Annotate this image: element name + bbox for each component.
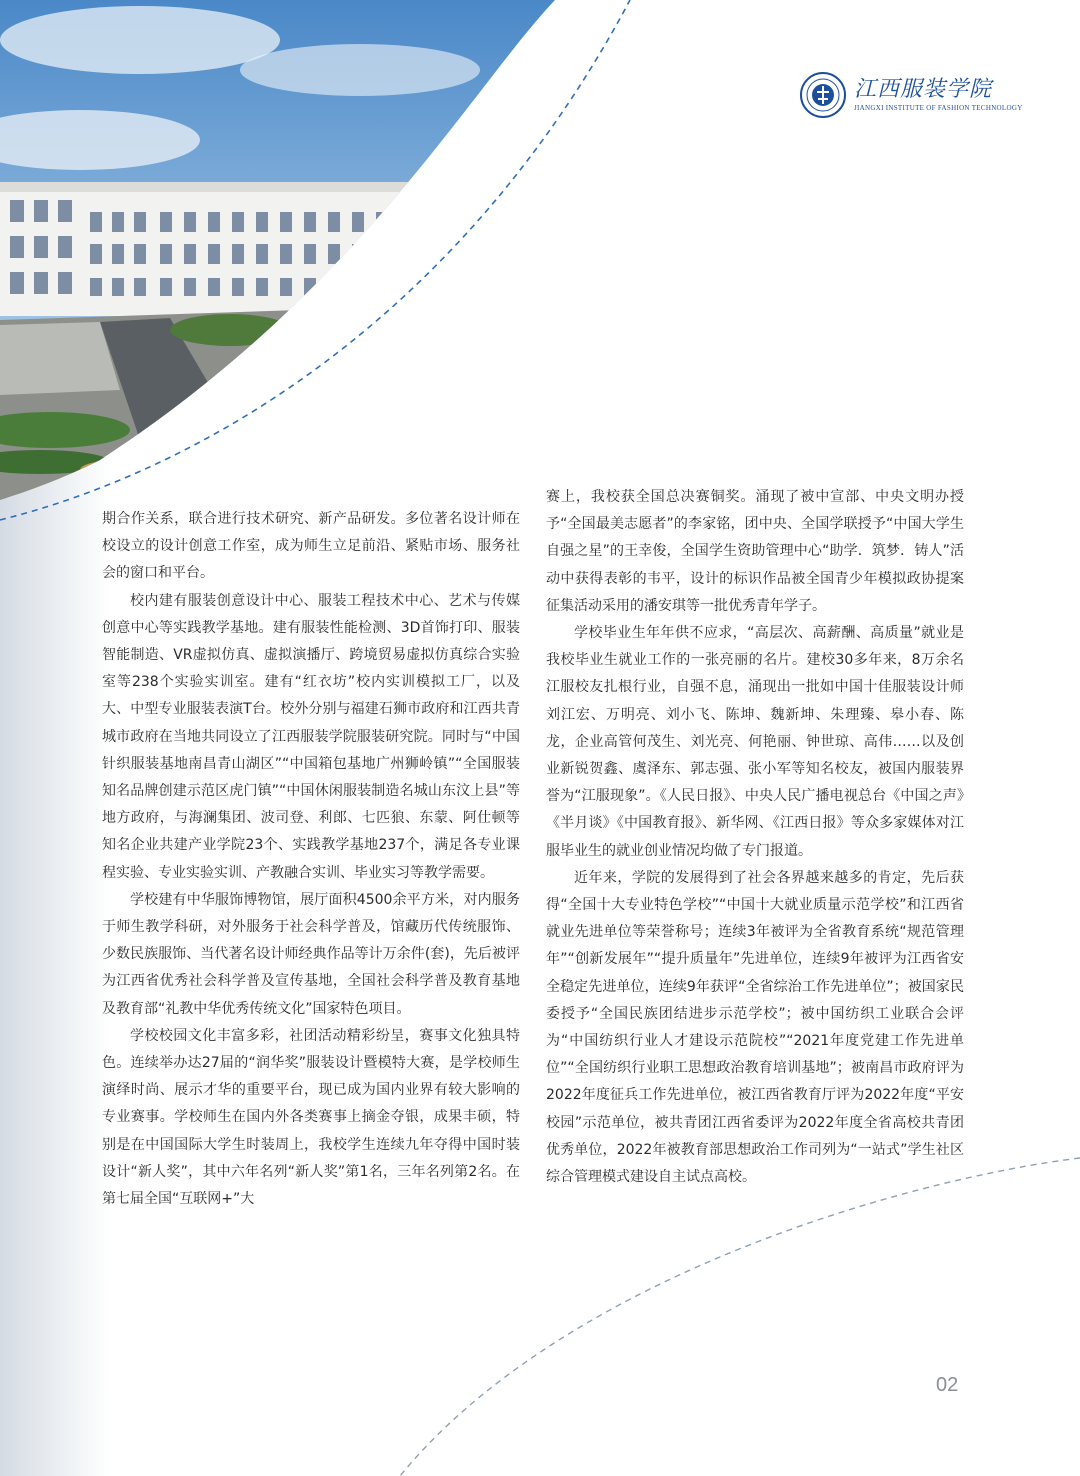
paragraph: 学校建有中华服饰博物馆，展厅面积4500余平方米，对内服务于师生教学科研，对外服务于社会科学普及，馆藏历代传统服饰、少数民族服饰、当代著名设计师经典作品等计万余件(套)，先后被评为江西省优秀社会科学普及宣传基地，全国社会科学普及教育基地及教育部“礼教中华优秀传统文化”国家特色项目。 — [102, 891, 520, 1017]
school-logo — [800, 70, 1023, 120]
logo-name-cn: 江西服装学院 — [854, 77, 993, 102]
campus-photo — [0, 0, 600, 520]
left-text-column — [102, 506, 520, 1213]
paragraph: 赛上，我校获全国总决赛铜奖。涌现了被中宣部、中央文明办授予“全国最美志愿者”的李家铭，团中央、全国学联授予“中国大学生自强之星”的王幸俊，全国学生资助管理中心“助学．筑梦．铸人”活动中获得表彰的韦平，设计的标识作品被全国青少年模拟政协提案征集活动采用的潘安琪等一批优秀青年学子。 — [546, 489, 964, 614]
paragraph: 近年来，学院的发展得到了社会各界越来越多的肯定，先后获得“全国十大专业特色学校”“中国十大就业质量示范学校”和江西省就业先进单位等荣誉称号；连续3年被评为全省教育系统“规范管理年”“创新发展年”“提升质量年”先进单位，连续9年被评为江西省安全稳定先进单位，连续9年获评“全省综治工作先进单位”；被国家民委授予“全国民族团结进步示范学校”；被中国纺织工业联合会评为“中国纺织行业人才建设示范院校”“2021年度党建工作先进单位”“全国纺织行业职工思想政治教育培训基地”；被南昌市政府评为2022年度征兵工作先进单位，被江西省教育厅评为2022年度“平安校园”示范单位，被共青团江西省委评为2022年度全省高校共青团优秀单位，2022年被教育部思想政治工作司列为“一站式”学生社区综合管理模式建设自主试点高校。 — [546, 869, 964, 1186]
school-seal-icon — [800, 72, 846, 118]
paragraph: 学校毕业生年年供不应求，“高层次、高薪酬、高质量”就业是我校毕业生就业工作的一张亮丽的名片。建校30多年来，8万余名江服校友扎根行业，自强不息，涌现出一批如中国十佳服装设计师刘江宏、万明亮、刘小飞、陈坤、魏新坤、朱理臻、皋小春、陈龙，企业高管何茂生、刘光亮、何艳丽、钟世琼、高伟……以及创业新锐贺鑫、虞泽东、郭志强、张小军等知名校友，被国内服装界誉为“江服现象”。《人民日报》、中央人民广播电视总台《中国之声》《半月谈》《中国教育报》、新华网、《江西日报》等众多家媒体对江服毕业生的就业创业情况均做了专门报道。 — [546, 625, 964, 859]
paragraph: 学校校园文化丰富多彩，社团活动精彩纷呈，赛事文化独具特色。连续举办达27届的“润华奖”服装设计暨模特大赛，是学校师生演绎时尚、展示才华的重要平台，现已成为国内业界有较大影响的专业赛事。学校师生在国内外各类赛事上摘金夺银，成果丰硕，特别是在中国国际大学生时装周上，我校学生连续九年夺得中国时装设计“新人奖”，其中六年名列“新人奖”第1名，三年名列第2名。在第七届全国“互联网+”大 — [102, 1027, 520, 1208]
logo-name-en: JIANGXI INSTITUTE OF FASHION TECHNOLOGY — [854, 104, 1023, 112]
page-number: 02 — [936, 1374, 959, 1396]
paragraph: 期合作关系，联合进行技术研究、新产品研发。多位著名设计师在校设立的设计创意工作室，成为师生立足前沿、紧贴市场、服务社会的窗口和平台。 — [102, 511, 520, 582]
paragraph: 校内建有服装创意设计中心、服装工程技术中心、艺术与传媒创意中心等实践教学基地。建有服装性能检测、3D首饰打印、服装智能制造、VR虚拟仿真、虚拟演播厅、跨境贸易虚拟仿真综合实验室等238个实验实训室。建有“红衣坊”校内实训模拟工厂，以及大、中型专业服装表演T台。校外分别与福建石狮市政府和江西共青城市政府在当地共同设立了江西服装学院服装研究院。同时与“中国针织服装基地南昌青山湖区”“中国箱包基地广州狮岭镇”“全国服装知名品牌创建示范区虎门镇”“中国休闲服装制造名城山东汶上县”等地方政府，与海澜集团、波司登、利郎、七匹狼、东蒙、阿仕顿等知名企业共建产业学院23个、实践教学基地237个，满足各专业课程实验、专业实验实训、产教融合实训、毕业实习等教学需要。 — [102, 592, 520, 881]
right-text-column — [546, 484, 964, 1191]
